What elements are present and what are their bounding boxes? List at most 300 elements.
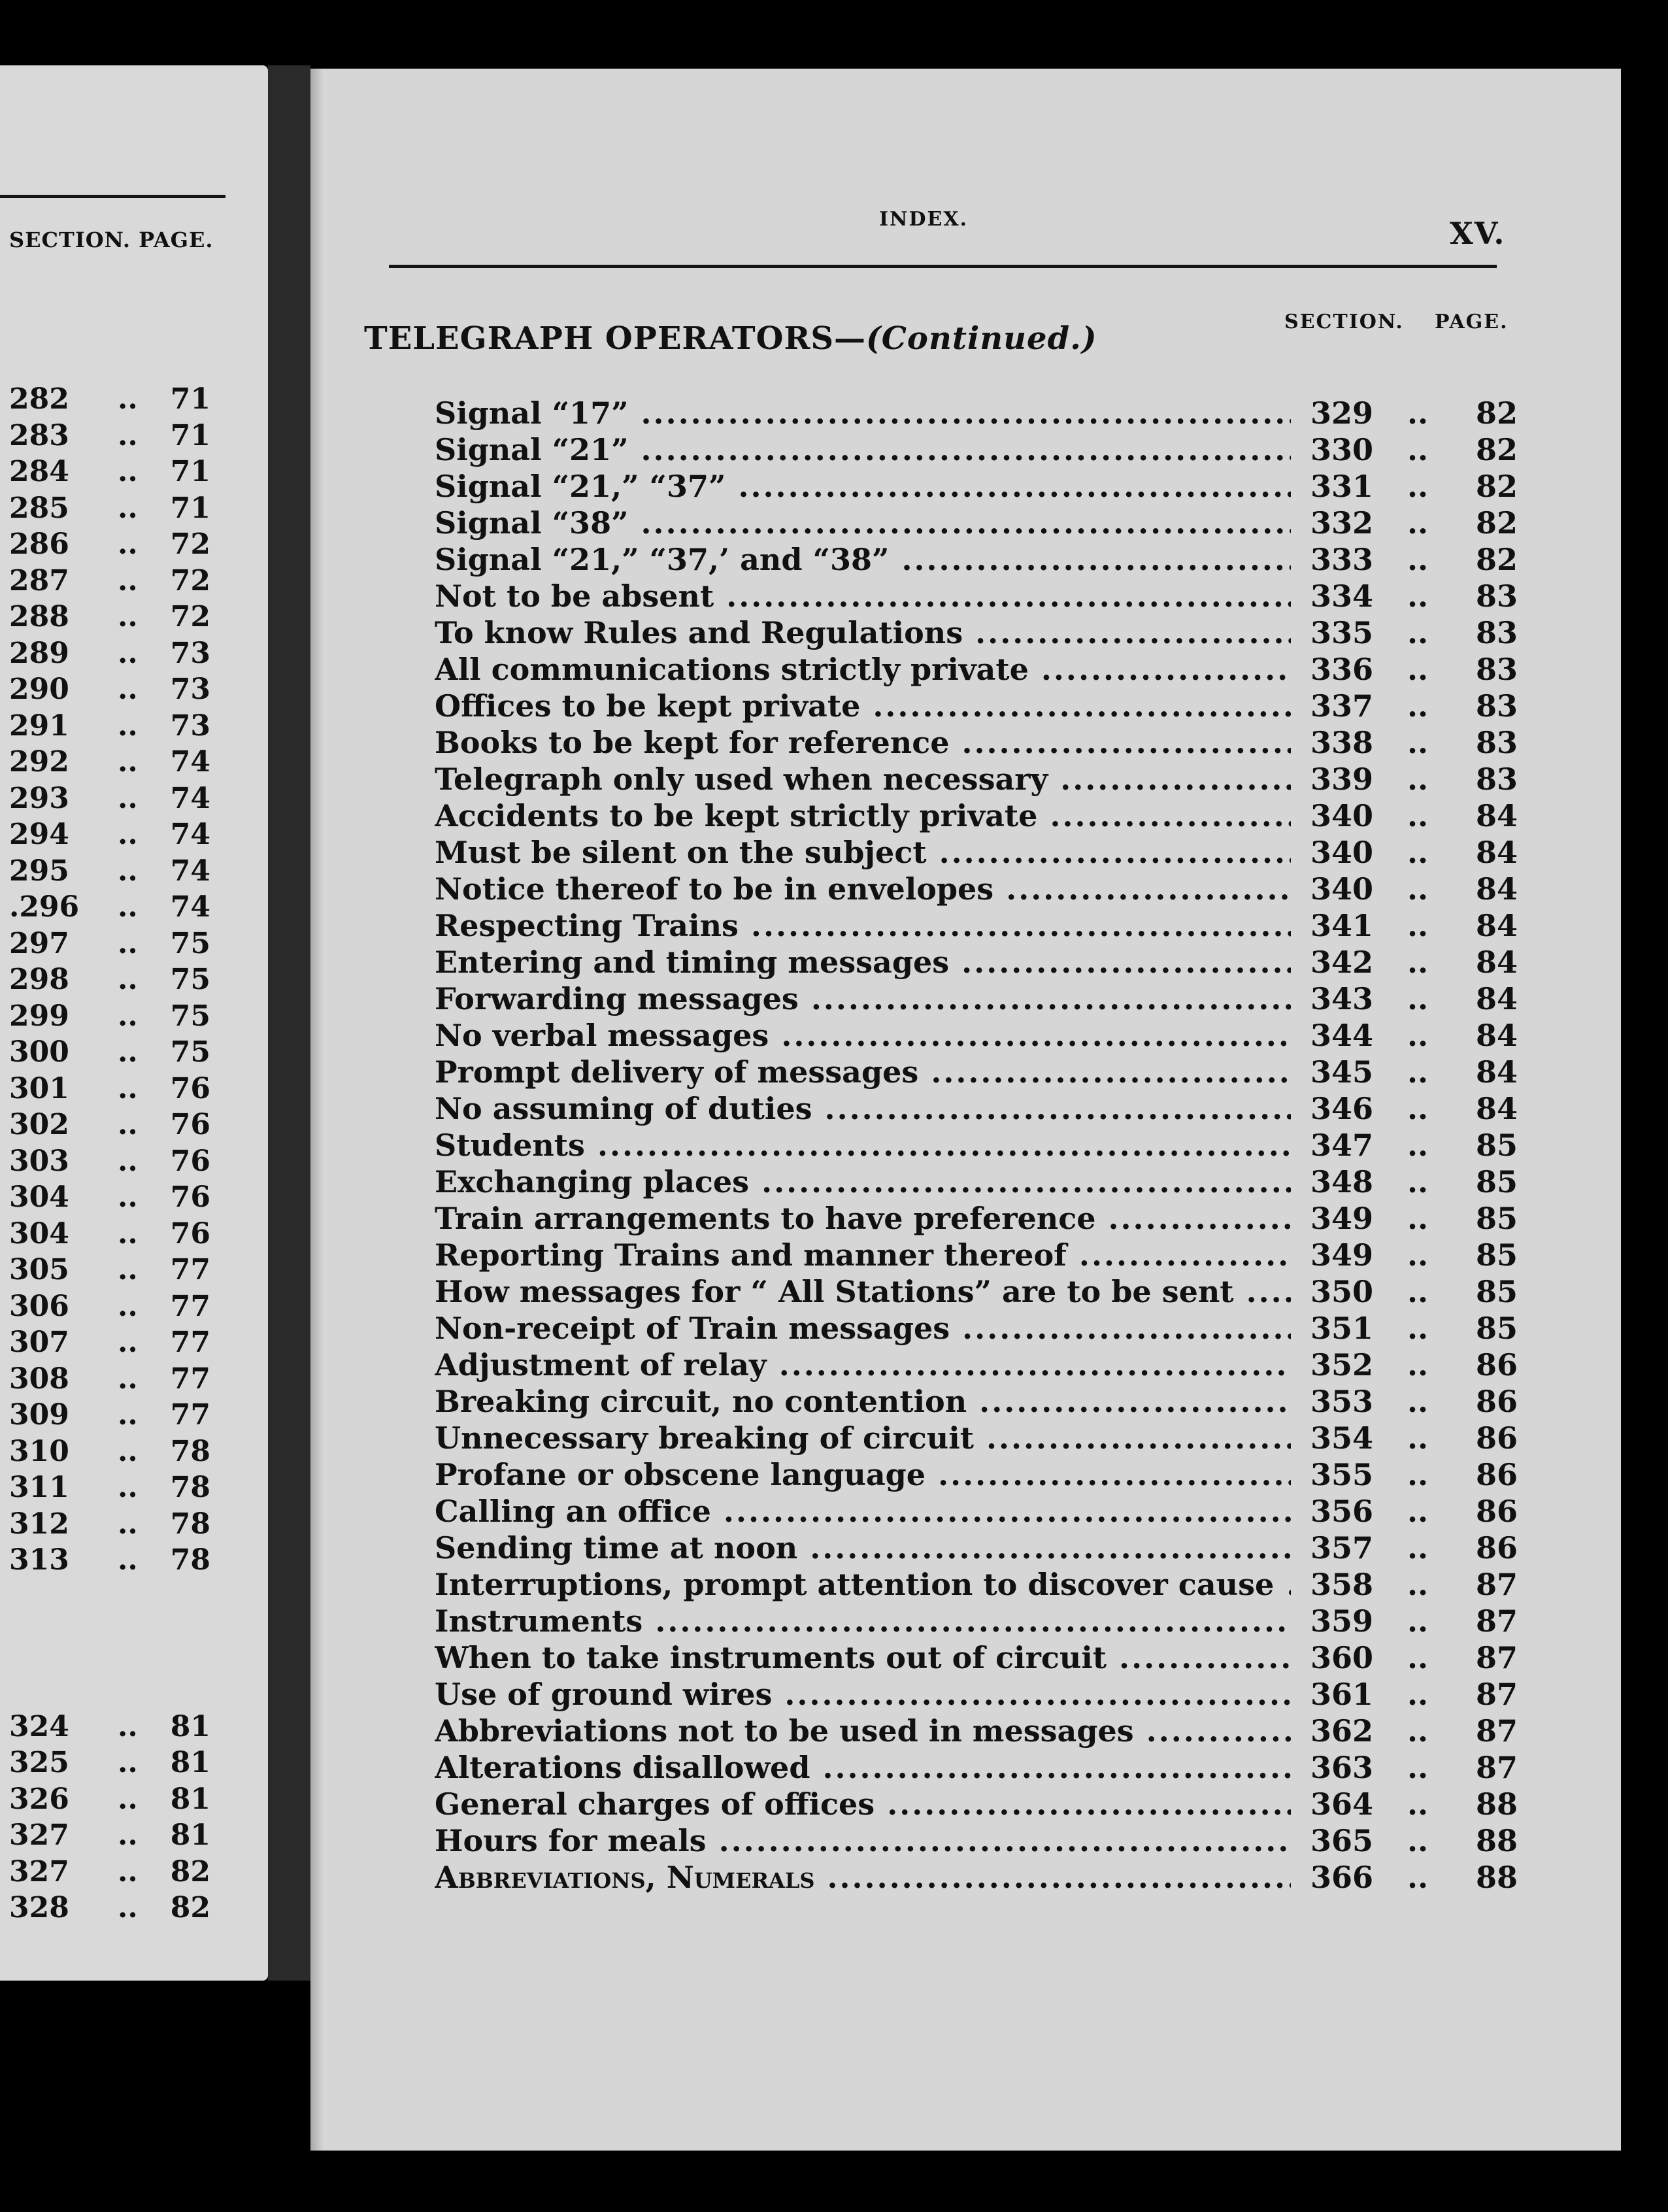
entry-text: Must be silent on the subject ..... [435, 835, 1291, 870]
index-entry [435, 1786, 1516, 1823]
leader-dots: .. [118, 1362, 138, 1396]
left-index-row [0, 492, 222, 528]
leader-dots: .. [118, 1398, 138, 1432]
left-index-row [0, 745, 222, 782]
left-index-row [0, 818, 222, 854]
left-index-row [0, 1290, 222, 1326]
left-index-row [0, 1072, 222, 1109]
entry-page: 88 [1476, 1823, 1518, 1858]
entry-text: Sending time at noon ..... [435, 1530, 1291, 1566]
leader-dots: .. [118, 564, 138, 597]
left-row-page: 75 [170, 999, 210, 1033]
index-entry [435, 798, 1516, 835]
leader-dots: .. [1407, 1311, 1429, 1346]
left-index-row [0, 1543, 222, 1580]
left-row-page: 81 [170, 1783, 210, 1816]
entry-text: Not to be absent ..... [435, 578, 1291, 614]
entry-text: Respecting Trains ..... [435, 908, 1291, 943]
entry-section: 334 [1310, 578, 1374, 614]
index-entry [435, 1201, 1516, 1237]
index-entry [435, 1128, 1516, 1164]
entry-page: 85 [1476, 1201, 1518, 1236]
leader-dots: .. [1407, 1494, 1429, 1529]
entry-text: Prompt delivery of messages ..... [435, 1054, 1291, 1090]
leader-dots: .. [1407, 578, 1429, 614]
left-row-section: 304 [9, 1181, 69, 1214]
leader-dots: .. [1407, 725, 1429, 760]
leader-dots: .. [118, 890, 138, 924]
entry-text: How messages for “ All Stations” are to be sent ..... [435, 1274, 1291, 1309]
entry-section: 341 [1310, 908, 1374, 943]
entry-section: 330 [1310, 432, 1374, 467]
left-row-section: 285 [9, 492, 69, 525]
left-index-row [0, 1217, 222, 1254]
heading-continued: (Continued.) [866, 320, 1097, 357]
entry-page: 86 [1476, 1457, 1518, 1492]
left-index-row [0, 1108, 222, 1145]
entry-section: 362 [1310, 1713, 1374, 1749]
leader-dots: .. [1407, 469, 1429, 504]
entry-page: 87 [1476, 1603, 1518, 1639]
entry-page: 86 [1476, 1347, 1518, 1382]
entry-section: 346 [1310, 1091, 1374, 1126]
entry-page: 87 [1476, 1713, 1518, 1749]
leader-dots: .. [1407, 1274, 1429, 1309]
entry-section: 361 [1310, 1677, 1374, 1712]
leader-dots: .. [118, 382, 138, 416]
left-row-page: 72 [170, 528, 210, 561]
index-entry [435, 652, 1516, 688]
left-index-row [0, 1783, 222, 1819]
index-entry [435, 1823, 1516, 1860]
entry-section: 360 [1310, 1640, 1374, 1675]
left-row-section: 295 [9, 854, 69, 888]
entry-page: 84 [1476, 835, 1518, 870]
left-index-row [0, 419, 222, 456]
left-row-page: 72 [170, 600, 210, 633]
leader-dots: .. [118, 1145, 138, 1178]
index-entry [435, 908, 1516, 945]
leader-dots: .. [118, 1746, 138, 1779]
left-row-section: 324 [9, 1710, 69, 1743]
entry-page: 83 [1476, 652, 1518, 687]
left-row-section: 287 [9, 564, 69, 597]
leader-dots: .. [1407, 1164, 1429, 1199]
entry-page: 83 [1476, 725, 1518, 760]
leader-dots: .. [118, 1855, 138, 1888]
leader-dots: .. [118, 528, 138, 561]
entry-page: 83 [1476, 688, 1518, 724]
entry-text: Signal “17” ..... [435, 395, 1291, 431]
entry-text: Notice thereof to be in envelopes ..... [435, 871, 1291, 907]
index-entry [435, 688, 1516, 725]
index-entry [435, 835, 1516, 871]
left-row-page: 71 [170, 419, 210, 452]
entry-text: General charges of offices ..... [435, 1786, 1291, 1822]
left-row-page: 76 [170, 1072, 210, 1105]
index-entry [435, 578, 1516, 615]
index-entry [435, 1420, 1516, 1457]
left-index-row [0, 382, 222, 419]
leader-dots: .. [118, 745, 138, 779]
entry-page: 85 [1476, 1237, 1518, 1273]
leader-dots: .. [118, 600, 138, 633]
leader-dots: .. [1407, 1823, 1429, 1858]
left-row-section: 306 [9, 1290, 69, 1323]
index-entry [435, 1018, 1516, 1054]
leader-dots: .. [1407, 542, 1429, 577]
index-entry [435, 1750, 1516, 1786]
left-row-section: 301 [9, 1072, 69, 1105]
left-row-section: 307 [9, 1326, 69, 1359]
leader-dots: .. [1407, 798, 1429, 833]
left-index-row [0, 1326, 222, 1362]
leader-dots: .. [118, 709, 138, 743]
left-row-page: 77 [170, 1326, 210, 1359]
entry-page: 86 [1476, 1384, 1518, 1419]
entry-text: Interruptions, prompt attention to discover cause ..... [435, 1567, 1291, 1602]
entry-section: 359 [1310, 1603, 1374, 1639]
leader-dots: .. [1407, 1567, 1429, 1602]
index-entry [435, 395, 1516, 432]
left-row-page: 82 [170, 1855, 210, 1888]
left-index-row [0, 600, 222, 637]
left-row-page: 73 [170, 709, 210, 743]
entry-text: Use of ground wires ..... [435, 1677, 1291, 1712]
entry-section: 355 [1310, 1457, 1374, 1492]
left-row-section: 305 [9, 1253, 69, 1286]
left-row-page: 75 [170, 963, 210, 996]
page-number: XV. [1450, 216, 1506, 251]
entry-page: 85 [1476, 1128, 1518, 1163]
entry-section: 340 [1310, 871, 1374, 907]
leader-dots: .. [1407, 395, 1429, 431]
entry-section: 336 [1310, 652, 1374, 687]
entry-text: Alterations disallowed ..... [435, 1750, 1291, 1785]
entry-text: Forwarding messages ..... [435, 981, 1291, 1016]
index-entry [435, 1347, 1516, 1384]
entry-section: 349 [1310, 1237, 1374, 1273]
index-entry [435, 1164, 1516, 1201]
entry-section: 340 [1310, 835, 1374, 870]
entry-text: Signal “21” ..... [435, 432, 1291, 467]
entry-section: 347 [1310, 1128, 1374, 1163]
index-entry [435, 871, 1516, 908]
entry-section: 365 [1310, 1823, 1374, 1858]
left-index-row [0, 1181, 222, 1217]
leader-dots: .. [118, 1290, 138, 1323]
index-entry [435, 1494, 1516, 1530]
column-header-page: PAGE. [1435, 310, 1509, 333]
index-entry [435, 762, 1516, 798]
left-row-section: 290 [9, 673, 69, 706]
left-row-section: 326 [9, 1783, 69, 1816]
leader-dots: .. [1407, 1018, 1429, 1053]
left-row-page: 78 [170, 1471, 210, 1504]
leader-dots: .. [118, 1035, 138, 1069]
left-row-section: 302 [9, 1108, 69, 1141]
leader-dots: .. [118, 1507, 138, 1541]
left-row-section: 309 [9, 1398, 69, 1432]
entry-section: 350 [1310, 1274, 1374, 1309]
index-entry [435, 1384, 1516, 1420]
left-row-section: 291 [9, 709, 69, 743]
index-entry [435, 945, 1516, 981]
entry-text: Abbreviations, Numerals ..... [435, 1860, 1291, 1895]
leader-dots: .. [1407, 1420, 1429, 1456]
entry-section: 354 [1310, 1420, 1374, 1456]
entry-section: 363 [1310, 1750, 1374, 1785]
leader-dots: .. [1407, 945, 1429, 980]
entry-page: 82 [1476, 469, 1518, 504]
entry-page: 88 [1476, 1786, 1518, 1822]
left-row-page: 81 [170, 1710, 210, 1743]
leader-dots: .. [1407, 1384, 1429, 1419]
leader-dots: .. [1407, 1860, 1429, 1895]
entry-section: 364 [1310, 1786, 1374, 1822]
left-row-page: 73 [170, 673, 210, 706]
index-entry [435, 1054, 1516, 1091]
entry-section: 329 [1310, 395, 1374, 431]
left-row-section: 327 [9, 1855, 69, 1888]
left-row-page: 72 [170, 564, 210, 597]
leader-dots: .. [118, 1326, 138, 1359]
leader-dots: .. [1407, 1530, 1429, 1566]
entry-page: 84 [1476, 1054, 1518, 1090]
left-index-row [0, 1710, 222, 1747]
left-row-section: 283 [9, 419, 69, 452]
index-entry [435, 1457, 1516, 1494]
column-header-section: SECTION. [1284, 310, 1404, 333]
entry-section: 343 [1310, 981, 1374, 1016]
leader-dots: .. [1407, 1091, 1429, 1126]
index-entry [435, 1237, 1516, 1274]
entry-text: Profane or obscene language ..... [435, 1457, 1291, 1492]
entry-section: 352 [1310, 1347, 1374, 1382]
left-row-page: 74 [170, 782, 210, 815]
index-entry [435, 1274, 1516, 1311]
entry-section: 353 [1310, 1384, 1374, 1419]
index-entry [435, 1713, 1516, 1750]
entry-page: 84 [1476, 945, 1518, 980]
entry-page: 83 [1476, 762, 1518, 797]
heading-main: TELEGRAPH OPERATORS— [364, 320, 867, 357]
left-row-section: 299 [9, 999, 69, 1033]
left-row-page: 78 [170, 1507, 210, 1541]
left-row-page: 75 [170, 1035, 210, 1069]
entry-text: Train arrangements to have preference ..... [435, 1201, 1291, 1236]
header-rule [389, 265, 1497, 268]
entry-page: 83 [1476, 615, 1518, 650]
left-row-page: 81 [170, 1746, 210, 1779]
left-row-page: 81 [170, 1818, 210, 1852]
left-row-page: 74 [170, 854, 210, 888]
left-index-row [0, 854, 222, 891]
index-entry [435, 1530, 1516, 1567]
leader-dots: .. [118, 1108, 138, 1141]
leader-dots: .. [118, 999, 138, 1033]
leader-dots: .. [118, 1710, 138, 1743]
leader-dots: .. [118, 1818, 138, 1852]
leader-dots: .. [1407, 1640, 1429, 1675]
entry-page: 84 [1476, 1018, 1518, 1053]
left-row-page: 71 [170, 455, 210, 488]
leader-dots: .. [1407, 762, 1429, 797]
left-row-page: 71 [170, 492, 210, 525]
running-title: INDEX. [879, 208, 969, 231]
entry-text: Reporting Trains and manner thereof ..... [435, 1237, 1291, 1273]
entry-text: Exchanging places ..... [435, 1164, 1291, 1199]
index-entry [435, 1091, 1516, 1128]
entry-section: 345 [1310, 1054, 1374, 1090]
leader-dots: .. [1407, 505, 1429, 541]
left-row-page: 77 [170, 1290, 210, 1323]
entry-section: 348 [1310, 1164, 1374, 1199]
entry-page: 85 [1476, 1311, 1518, 1346]
left-row-section: 310 [9, 1435, 69, 1468]
left-row-section: 313 [9, 1543, 69, 1577]
entry-page: 87 [1476, 1567, 1518, 1602]
left-row-page: 82 [170, 1891, 210, 1924]
left-index-row [0, 1435, 222, 1471]
entry-page: 82 [1476, 505, 1518, 541]
left-row-section: 293 [9, 782, 69, 815]
left-row-page: 77 [170, 1398, 210, 1432]
entry-text: No verbal messages ..... [435, 1018, 1291, 1053]
left-index-row [0, 564, 222, 601]
entry-text: Non-receipt of Train messages ..... [435, 1311, 1291, 1346]
index-entry [435, 1567, 1516, 1603]
left-column-header: SECTION. PAGE. [9, 227, 214, 252]
entry-text: When to take instruments out of circuit ..... [435, 1640, 1291, 1675]
left-row-page: 78 [170, 1435, 210, 1468]
leader-dots: .. [1407, 1237, 1429, 1273]
leader-dots: .. [118, 1435, 138, 1468]
entry-section: 344 [1310, 1018, 1374, 1053]
left-row-page: 76 [170, 1145, 210, 1178]
entry-page: 84 [1476, 981, 1518, 1016]
leader-dots: .. [118, 492, 138, 525]
leader-dots: .. [118, 1181, 138, 1214]
leader-dots: .. [1407, 615, 1429, 650]
left-index-row [0, 455, 222, 492]
index-entry [435, 725, 1516, 762]
entry-page: 84 [1476, 798, 1518, 833]
left-index-row [0, 1746, 222, 1783]
left-row-section: 327 [9, 1818, 69, 1852]
entry-page: 87 [1476, 1677, 1518, 1712]
left-index-row [0, 1362, 222, 1399]
entry-section: 335 [1310, 615, 1374, 650]
entry-text: Students ..... [435, 1128, 1291, 1163]
left-row-section: 284 [9, 455, 69, 488]
entry-text: Accidents to be kept strictly private ..... [435, 798, 1291, 833]
left-row-page: 76 [170, 1181, 210, 1214]
page-edge-shade [310, 69, 324, 2151]
left-row-section: 304 [9, 1217, 69, 1250]
entry-section: 331 [1310, 469, 1374, 504]
left-row-section: 298 [9, 963, 69, 996]
left-row-section: 303 [9, 1145, 69, 1178]
entry-text: Telegraph only used when necessary ..... [435, 762, 1291, 797]
leader-dots: .. [118, 1471, 138, 1504]
leader-dots: .. [118, 1891, 138, 1924]
left-index-row [0, 1398, 222, 1435]
entry-page: 83 [1476, 578, 1518, 614]
index-entry [435, 1860, 1516, 1896]
entry-page: 88 [1476, 1860, 1518, 1895]
index-entry [435, 1677, 1516, 1713]
left-index-row [0, 1253, 222, 1290]
leader-dots: .. [1407, 1603, 1429, 1639]
entry-page: 84 [1476, 871, 1518, 907]
entry-section: 357 [1310, 1530, 1374, 1566]
entry-text: Entering and timing messages ..... [435, 945, 1291, 980]
leader-dots: .. [118, 963, 138, 996]
left-row-page: 75 [170, 927, 210, 960]
left-row-section: 328 [9, 1891, 69, 1924]
left-header-rule [0, 195, 225, 198]
entry-page: 84 [1476, 908, 1518, 943]
leader-dots: .. [118, 927, 138, 960]
entry-section: 337 [1310, 688, 1374, 724]
leader-dots: .. [118, 1783, 138, 1816]
entry-section: 358 [1310, 1567, 1374, 1602]
entry-text: Abbreviations not to be used in messages ..... [435, 1713, 1291, 1749]
index-entry [435, 432, 1516, 469]
left-row-section: 325 [9, 1746, 69, 1779]
left-row-page: 77 [170, 1253, 210, 1286]
leader-dots: .. [1407, 432, 1429, 467]
leader-dots: .. [1407, 835, 1429, 870]
entry-section: 351 [1310, 1311, 1374, 1346]
leader-dots: .. [1407, 908, 1429, 943]
entry-page: 82 [1476, 542, 1518, 577]
left-index-row [0, 637, 222, 673]
leader-dots: .. [1407, 1347, 1429, 1382]
entry-section: 332 [1310, 505, 1374, 541]
book-gutter [268, 65, 310, 1981]
left-row-page: 74 [170, 890, 210, 924]
left-index-row [0, 1818, 222, 1855]
left-row-section: 294 [9, 818, 69, 851]
leader-dots: .. [118, 1253, 138, 1286]
entry-section: 342 [1310, 945, 1374, 980]
entry-section: 338 [1310, 725, 1374, 760]
entry-section: 356 [1310, 1494, 1374, 1529]
leader-dots: .. [118, 854, 138, 888]
leader-dots: .. [118, 1543, 138, 1577]
index-entry [435, 615, 1516, 652]
left-row-section: 286 [9, 528, 69, 561]
left-row-page: 77 [170, 1362, 210, 1396]
leader-dots: .. [118, 818, 138, 851]
scan-border [0, 2151, 1668, 2212]
leader-dots: .. [1407, 871, 1429, 907]
left-row-section: 292 [9, 745, 69, 779]
entry-page: 87 [1476, 1750, 1518, 1785]
left-index-row [0, 1035, 222, 1072]
entry-page: 82 [1476, 395, 1518, 431]
left-index-row [0, 999, 222, 1036]
left-row-section: 288 [9, 600, 69, 633]
leader-dots: .. [1407, 688, 1429, 724]
entry-section: 333 [1310, 542, 1374, 577]
entry-page: 82 [1476, 432, 1518, 467]
left-index-row [0, 890, 222, 927]
leader-dots: .. [1407, 981, 1429, 1016]
index-entry [435, 1640, 1516, 1677]
